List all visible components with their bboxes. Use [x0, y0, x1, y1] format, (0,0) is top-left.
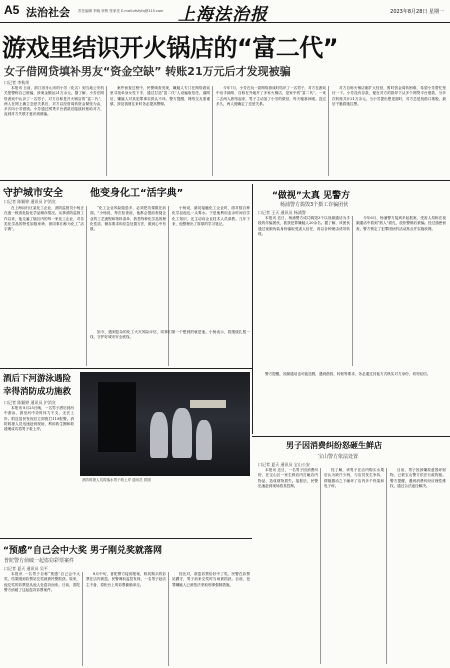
lead-subheadline: 女子借网贷填补男友“资金空缺” 转账21万元后才发现被骗 [4, 65, 291, 78]
editor-info: 责任编辑 李晓 审核 张家亮 E-mail:zfsfyfq@215.com [78, 9, 164, 13]
shop-column-1: 本报讯 近日，一名男子因消费纠纷，在宝山区一家生鲜店内打砸店内物品，造成财物损失。接报后，民警迅速赶到现场将其控制。 [258, 468, 318, 488]
photo-caption: 消防救援人员将落水男子救上岸 通讯员 供图 [82, 478, 151, 482]
scam-headline: “做视”太真 见警方 [272, 191, 350, 201]
shop-column-2: 经了解，该男子在店内购买水果后认为缺斤少两，与店员发生争执，情绪激动之下砸坏了店内多个货架和电子秤。 [324, 468, 384, 488]
divider [212, 86, 213, 176]
lead-column-4: 对方自称火锅店刚扩大经营，暂时资金周转困难，希望小芳帮忙垫付一下。小芳没有存款，便在对方的指导下从多个网贷平台借款，分多次转账共计21万余元。当小芳提出想见面时，对方总是找借口推脱，最后干脆将她拉黑。 [332, 86, 446, 106]
section-rule [0, 368, 252, 369]
scam-column-1: 本报讯 近日，杨浦警方成功捣毁3个以视频通话为手段的诈骗团伙，抓获犯罪嫌疑人20余名。据了解，该团伙通过视频伪装身份骗取受害人信任，再以各种理由诱导转账。 [258, 216, 350, 236]
shop-byline: 口记者 夏天 通讯员 宝山公安 [258, 462, 310, 467]
section-rule [252, 436, 450, 437]
photo-light [190, 400, 226, 408]
lead-column-2: 案件侦查过程中，民警调查发现，嫌疑人专门在网络游戏里寻找单身女性下手，通过打造“富二代”人设骗取信任。落网后，嫌疑人对其犯罪事实供认不讳。警方提醒，网络交友需谨慎，涉及钱财往来时务必提高警惕。 [110, 86, 210, 106]
rescue-headline-2: 幸得消防成功施救 [3, 387, 72, 397]
shop-headline: 男子因消费纠纷怒砸生鲜店 [286, 441, 382, 450]
divider [252, 184, 253, 434]
divider [352, 216, 353, 366]
photo-doorway [98, 382, 136, 452]
protect-column-4: 如今，遇到复杂的化工火灾风险评估，同事们第一个想到的就是他。小杨表示，将继续扎根一线，守护好城市安全底线。 [90, 330, 250, 340]
divider [320, 468, 321, 664]
photo-figure [172, 408, 192, 458]
lottery-subheadline: 普陀警方侦破一起盗窃彩票案件 [4, 558, 75, 564]
page-number: A5 [4, 3, 20, 17]
lottery-column-1: 本报讯 一名男子自称“预感”自己会中大奖，结果刚到彩票站兑奖就被民警抓获。原来，他兑奖的彩票是从他人处盗窃而来。日前，普陀警方侦破了这起盗窃彩票案件。 [4, 572, 80, 592]
photo-figure [150, 412, 168, 458]
rescue-column-1: 本报讯 8月25日晚，一名男子酒后到河中游泳，游至河中央时体力不支，无法上岸。附近居民发现后立即拨打119报警。消防救援人员迅速赶到现场，利用救生圈和救援绳成功将男子救上岸。 [4, 406, 74, 432]
shop-column-3: 目前，男子因涉嫌故意毁坏财物，已被宝山警方依法行政拘留。警方提醒，遇到消费纠纷应理性维权，通过合法途径解决。 [390, 468, 446, 488]
protect-column-2: “化工企业风险隐患多，必须把功课做在前面。”小杨说，每次检查前，他都会提前查阅企业的工艺流程和物料清单，熟悉每种化学品的理化性质、储存要求和应急处置方法，做到心中有数。 [90, 206, 166, 232]
protect-column-3: 小杨说，最初接触化工企业时，面对数百种化学品他也一头雾水。于是他利用业余时间自学化工知识，还主动向企业技术人员请教。几年下来，他整理出了厚厚的学习笔记。 [172, 206, 250, 226]
protect-byline: 口记者 陈颖婷 通讯员 沪消宣 [4, 199, 56, 204]
scam-column-2: 今年6月，杨浦警方接到多起报案，受害人均称在视频通话中看到“熟人”面孔，放松警惕后被骗。经过缜密侦查，警方锁定了犯罪团伙的活动窝点并实施收网。 [356, 216, 446, 231]
lottery-column-3: 经比对，被盗彩票恰好中了奖。民警在彩票站蹲守，男子前来兑奖时当场被抓获。目前，犯罪嫌疑人已被依法采取刑事强制措施。 [172, 572, 250, 587]
divider [86, 206, 87, 366]
lead-headline: 游戏里结识开火锅店的“富二代” [2, 34, 339, 62]
lottery-column-2: 8月中旬，普陀警方接到报案，称其购买的彩票在店内被盗。民警调取监控发现，一名男子趁店主不备，将柜台上的彩票偷偷拿走。 [86, 572, 166, 587]
divider [106, 86, 107, 176]
issue-date: 2023年8月28日 星期一 [390, 9, 444, 15]
scam-byline: 口记者 王天 通讯员 杨浦警 [258, 210, 306, 215]
divider [82, 572, 83, 666]
protect-headline: 他变身化工“活字典” [90, 188, 184, 199]
divider [328, 86, 329, 176]
section-rule [0, 538, 252, 539]
divider [386, 468, 387, 664]
section-rule [0, 180, 450, 181]
lead-column-1: 本报讯 日前，浙江省舟山市的小芳（化名）到当地公安机关报警称自己被骗，涉案金额达21万余元。据了解，小芳在网络游戏中认识了一名男子，对方自称是开火锅店的“富二代”，两人在网上确立恋爱关系后，对方以经营周转资金紧张为由，多次向小芳借钱。小芳通过网贷平台借款后陆续转账给对方，直到对方失联才意识到被骗。 [4, 86, 104, 117]
page-header [0, 0, 450, 23]
rescue-headline: 酒后下河游泳遇险 [3, 374, 72, 384]
divider [168, 572, 169, 666]
lottery-byline: 口记者 夏天 通讯员 吴平 [4, 566, 48, 571]
lottery-headline: “预感”自己会中大奖 男子刚兑奖就落网 [3, 546, 162, 556]
shop-subheadline: 宝山警方依法处置 [318, 454, 359, 460]
protect-column-1: 在上海闵行区某化工企业，消防监督员小杨正在逐一核查危险化学品储存情况。从事消防监督工作以来，他走遍了辖区内的每一家化工企业，对各类化学品的特性如数家珍，被同事们称为化工“活字典”。 [4, 206, 84, 232]
section-name: 法治社会 [26, 6, 70, 19]
rescue-byline: 口记者 陈颖婷 通讯员 沪消宣 [4, 400, 56, 405]
photo-figure [196, 420, 212, 460]
masthead: 上海法治报 [178, 5, 268, 25]
protect-kicker: 守护城市安全 [3, 188, 63, 199]
lead-column-3: 今年7月，小芳在玩一款网络游戏时结识了一名男子，对方在游戏中出手阔绰，自称在外地开了多家火锅店，是家中的“富二代”。一来二去两人熟络起来，男子主动加了小芳的微信，每天嘘寒问暖。没过多久，两人便确定了恋爱关系。 [216, 86, 326, 106]
scam-column-3: 警方提醒，视频通话也可能造假，遇到借钱、转账等要求，务必通过其他方式核实对方身份，切勿轻信。 [265, 372, 431, 376]
rescue-photo [80, 372, 250, 476]
scam-subheadline: 杨浦警方捣毁3个摄工诈骗团伙 [280, 202, 349, 208]
lead-byline: 口记者 李秋荣 [4, 80, 30, 85]
